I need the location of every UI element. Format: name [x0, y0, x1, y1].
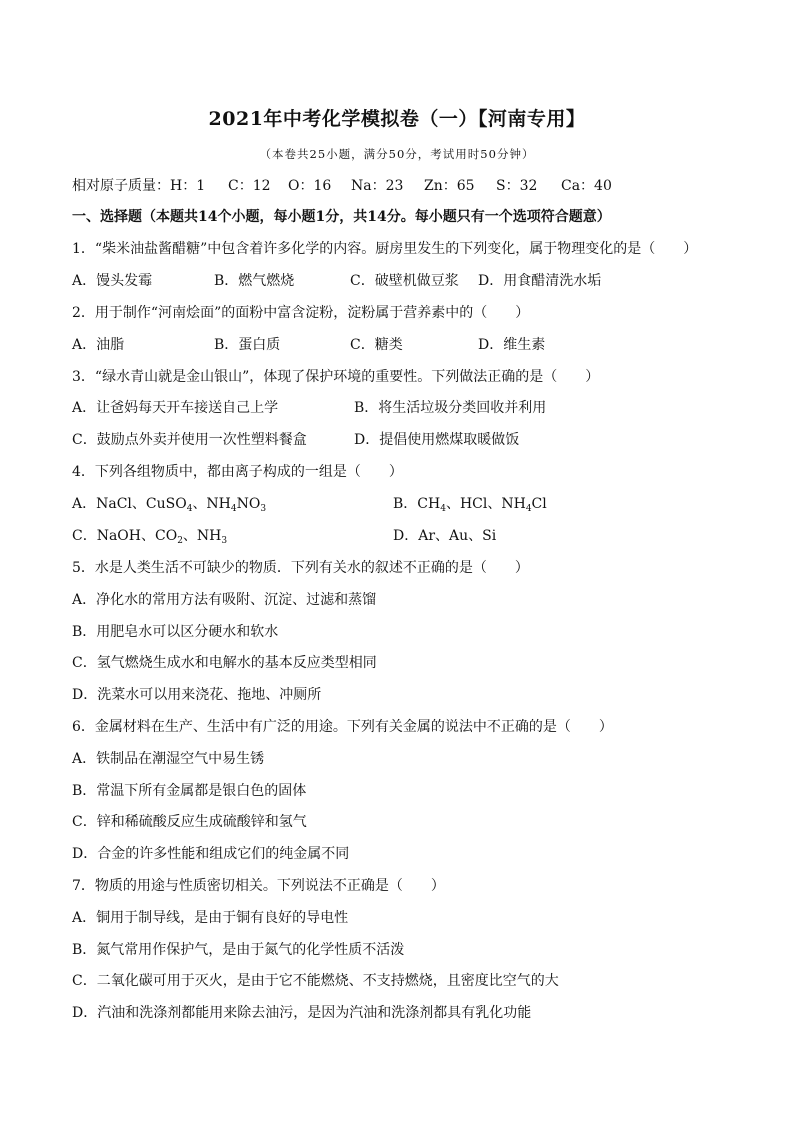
question-2-stem: 2．用于制作“河南烩面”的面粉中富含淀粉，淀粉属于营养素中的（ ）	[72, 305, 530, 321]
q2-option-c[interactable]: C．糖类	[350, 337, 403, 353]
atomic-masses-label: 相对原子质量：	[72, 178, 170, 194]
q5-option-a[interactable]: A．净化水的常用方法有吸附、沉淀、过滤和蒸馏	[72, 592, 377, 608]
exam-info: （本卷共25小题，满分50分，考试用时50分钟）	[259, 147, 535, 161]
atomic-masses	[72, 177, 612, 195]
page-title: 2021年中考化学模拟卷（一）【河南专用】	[208, 108, 586, 130]
q2-option-d[interactable]: D．维生素	[478, 337, 546, 353]
atomic-mass-c: C：12	[228, 178, 271, 194]
atomic-mass-zn: Zn：65	[424, 178, 475, 194]
q2-option-b[interactable]: B．蛋白质	[214, 337, 281, 353]
q3-option-d[interactable]: D．提倡使用燃煤取暖做饭	[354, 432, 520, 448]
q5-option-b[interactable]: B．用肥皂水可以区分硬水和软水	[72, 624, 279, 640]
q7-option-d[interactable]: D．汽油和洗涤剂都能用来除去油污，是因为汽油和洗涤剂都具有乳化功能	[72, 1005, 532, 1021]
q4-option-d[interactable]: D．Ar、Au、Si	[393, 528, 497, 544]
q6-option-d[interactable]: D．合金的许多性能和组成它们的纯金属不同	[72, 846, 350, 862]
atomic-mass-s: S：32	[496, 178, 538, 194]
q1-option-a[interactable]: A．馒头发霉	[72, 273, 153, 289]
q6-option-a[interactable]: A．铁制品在潮湿空气中易生锈	[72, 751, 265, 767]
q7-option-c[interactable]: C．二氧化碳可用于灭火，是由于它不能燃烧、不支持燃烧，且密度比空气的大	[72, 973, 559, 989]
q4-option-c[interactable]: C．NaOH、$CO_2$、$NH_3$	[72, 528, 228, 546]
question-3-stem: 3．“绿水青山就是金山银山”，体现了保护环境的重要性。下列做法正确的是（ ）	[72, 369, 600, 385]
q1-option-b[interactable]: B．燃气燃烧	[214, 273, 295, 289]
question-7-stem: 7．物质的用途与性质密切相关。下列说法不正确是（ ）	[72, 878, 445, 894]
q1-option-d[interactable]: D．用食醋清洗水垢	[478, 273, 602, 289]
atomic-mass-na: Na：23	[351, 178, 404, 194]
question-1-stem: 1．“柴米油盐酱醋糖”中包含着许多化学的内容。厨房里发生的下列变化，属于物理变化的是（ ）	[72, 241, 698, 257]
q6-option-c[interactable]: C．锌和稀硫酸反应生成硫酸锌和氢气	[72, 814, 307, 830]
question-5-stem: 5．水是人类生活不可缺少的物质．下列有关水的叙述不正确的是（ ）	[72, 560, 529, 576]
q1-option-c[interactable]: C．破壁机做豆浆	[350, 273, 459, 289]
question-4-stem: 4．下列各组物质中，都由离子构成的一组是（ ）	[72, 464, 403, 480]
section-heading: 一、选择题（本题共14个小题，每小题1分，共14分。每小题只有一个选项符合题意）	[72, 209, 611, 225]
q6-option-b[interactable]: B．常温下所有金属都是银白色的固体	[72, 783, 307, 799]
q7-option-a[interactable]: A．铜用于制导线，是由于铜有良好的导电性	[72, 910, 349, 926]
q4-option-a[interactable]: A．NaCl、CuSO$_4$、$NH_4NO_3$	[72, 496, 267, 514]
q3-option-a[interactable]: A．让爸妈每天开车接送自己上学	[72, 400, 279, 416]
q5-option-c[interactable]: C．氢气燃烧生成水和电解水的基本反应类型相同	[72, 655, 377, 671]
q5-option-d[interactable]: D．洗菜水可以用来浇花、拖地、冲厕所	[72, 687, 322, 703]
q7-option-b[interactable]: B．氮气常用作保护气，是由于氮气的化学性质不活泼	[72, 942, 405, 958]
q3-option-c[interactable]: C．鼓励点外卖并使用一次性塑料餐盒	[72, 432, 307, 448]
question-6-stem: 6．金属材料在生产、生活中有广泛的用途。下列有关金属的说法中不正确的是（ ）	[72, 719, 613, 735]
q2-option-a[interactable]: A．油脂	[72, 337, 125, 353]
atomic-mass-o: O：16	[288, 178, 332, 194]
q3-option-b[interactable]: B．将生活垃圾分类回收并利用	[354, 400, 547, 416]
atomic-mass-h: H：1	[170, 178, 206, 194]
q4-option-b[interactable]: B．$CH_4$、HCl、$NH_4Cl$	[393, 496, 547, 514]
atomic-mass-ca: Ca：40	[561, 178, 612, 194]
